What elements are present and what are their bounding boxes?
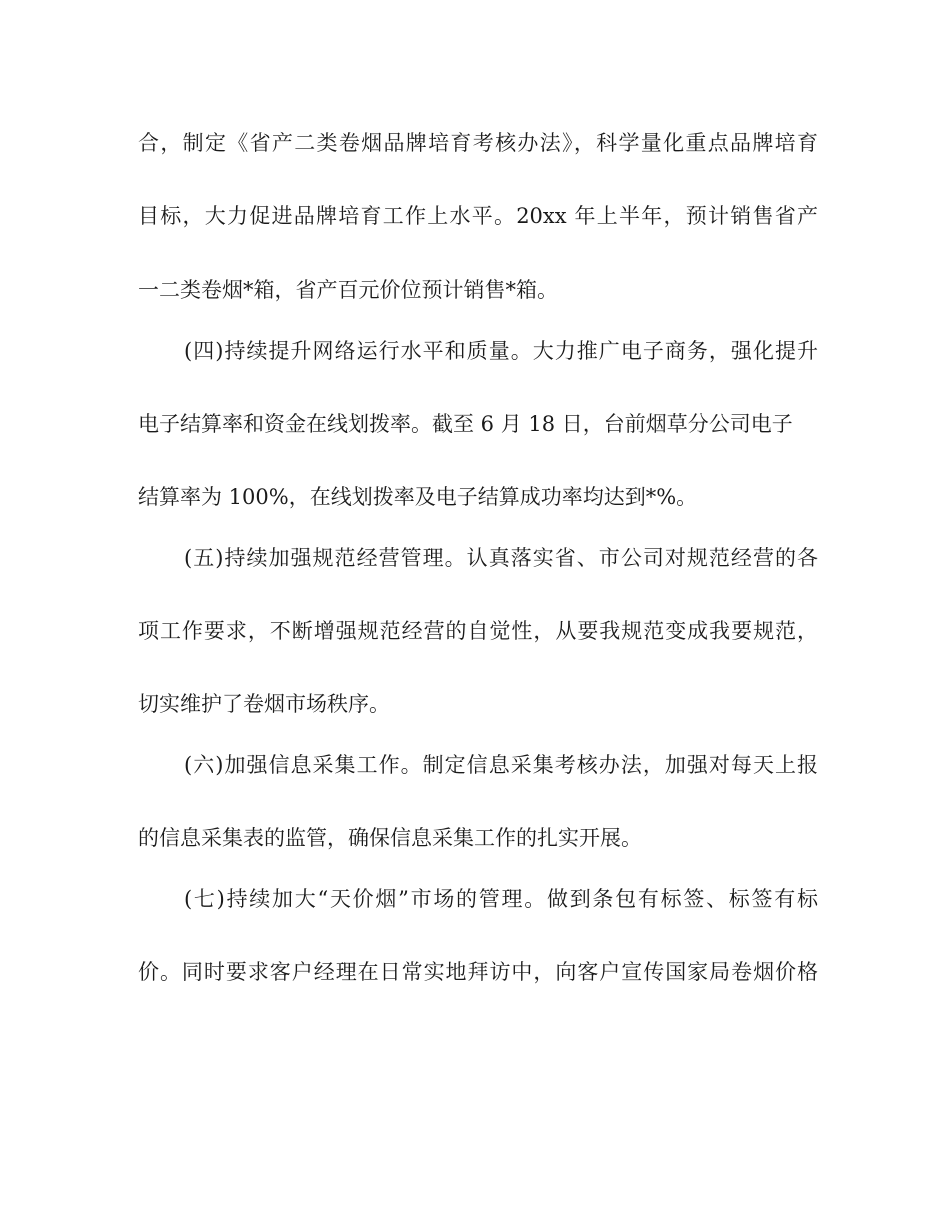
- paragraph-line: 价。同时要求客户经理在日常实地拜访中，向客户宣传国家局卷烟价格: [138, 960, 818, 984]
- paragraph-line: 的信息采集表的监管，确保信息采集工作的扎实开展。: [138, 826, 642, 850]
- paragraph-line-first: (六)加强信息采集工作。制定信息采集考核办法，加强对每天上报: [184, 753, 818, 777]
- paragraph-line: 项工作要求，不断增强规范经营的自觉性，从要我规范变成我要规范，: [138, 619, 818, 643]
- paragraph-line: 合，制定《省产二类卷烟品牌培育考核办法》，科学量化重点品牌培育: [138, 131, 818, 155]
- paragraph-line-first: (七)持续加大“天价烟”市场的管理。做到条包有标签、标签有标: [184, 887, 818, 911]
- paragraph-line-first: (四)持续提升网络运行水平和质量。大力推广电子商务，强化提升: [184, 339, 818, 363]
- paragraph-line: 切实维护了卷烟市场秩序。: [138, 692, 390, 716]
- paragraph-line: 结算率为 100%，在线划拨率及电子结算成功率均达到*%。: [138, 485, 698, 509]
- paragraph-line-first: (五)持续加强规范经营管理。认真落实省、市公司对规范经营的各: [184, 546, 818, 570]
- paragraph-line: 目标，大力促进品牌培育工作上水平。20xx 年上半年，预计销售省产: [138, 204, 818, 228]
- paragraph-line: 一二类卷烟*箱，省产百元价位预计销售*箱。: [138, 278, 558, 302]
- paragraph-line: 电子结算率和资金在线划拨率。截至 6 月 18 日，台前烟草分公司电子: [138, 412, 793, 436]
